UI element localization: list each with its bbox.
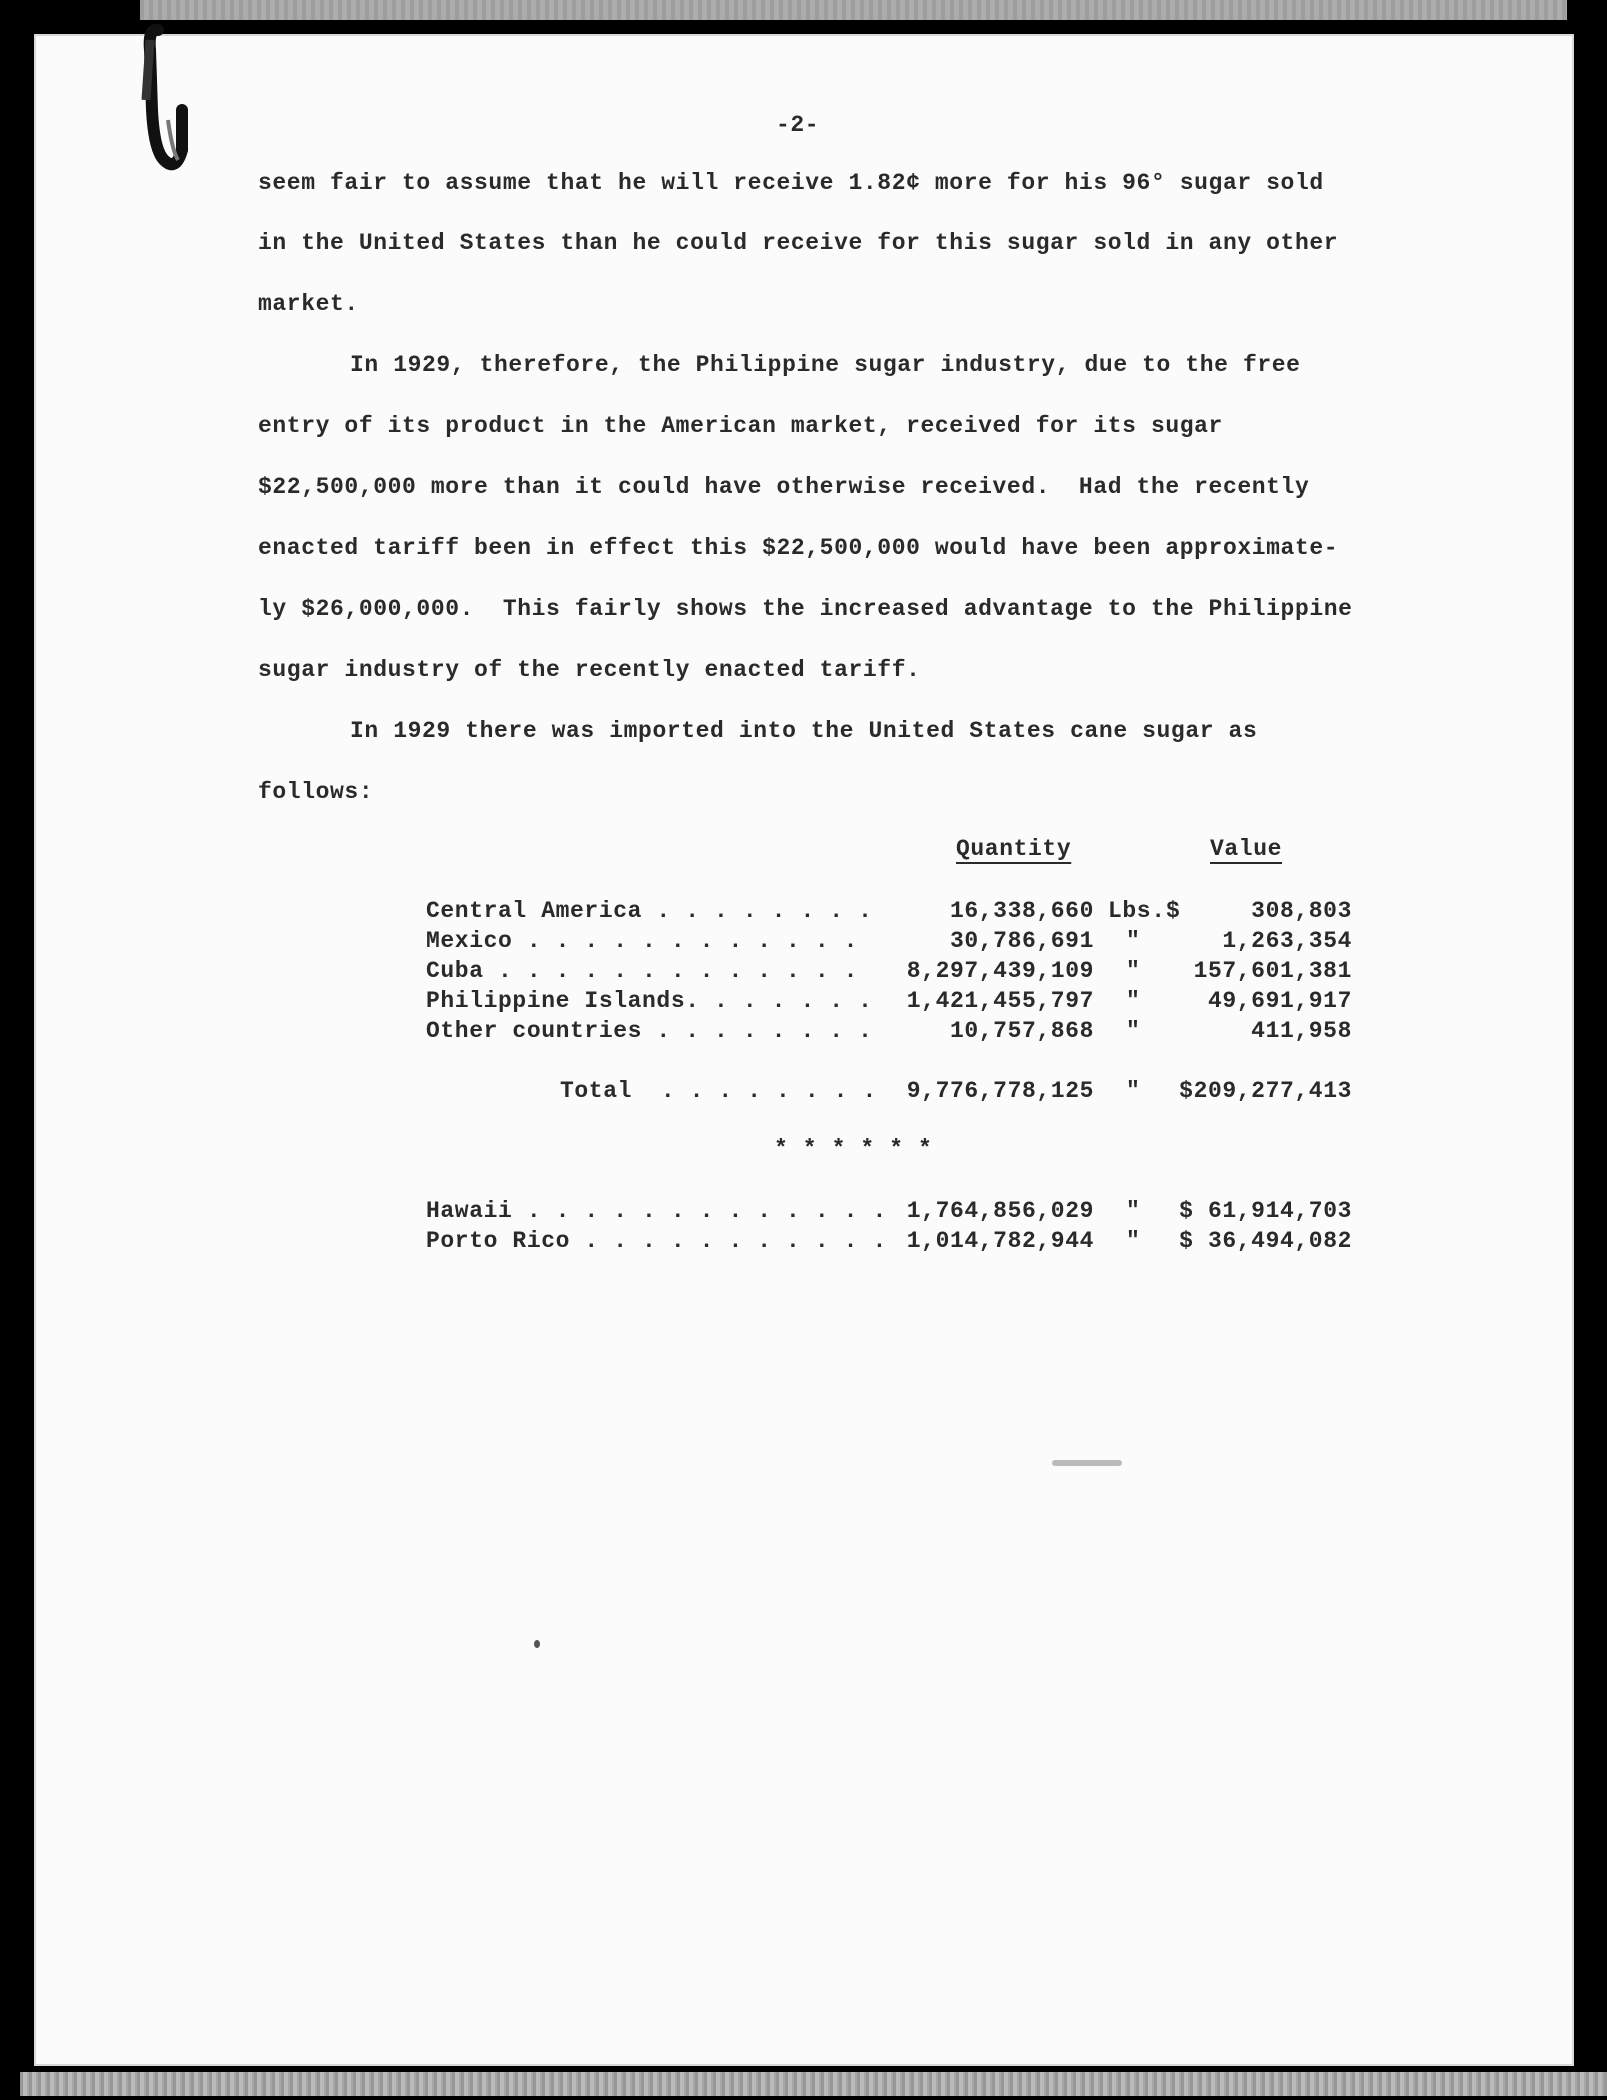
paragraph-line: sugar industry of the recently enacted tariff. <box>258 657 921 683</box>
value-cell: 49,691,917 <box>1207 988 1352 1014</box>
country-label: Hawaii . . . . . . . . . . . . . <box>426 1198 887 1224</box>
unit-cell: " <box>1126 928 1141 954</box>
value-cell: 157,601,381 <box>1193 958 1352 984</box>
unit-cell: " <box>1126 1228 1141 1254</box>
unit-cell: " <box>1126 958 1141 984</box>
value-header: Value <box>1210 836 1283 862</box>
paragraph-line: In 1929 there was imported into the United States cane sugar as <box>350 718 1258 744</box>
value-cell: 308,803 <box>1251 898 1352 924</box>
document-page <box>34 34 1574 2066</box>
paragraph-line: seem fair to assume that he will receive 1.82¢ more for his 96° sugar sold <box>258 170 1324 196</box>
value-cell: 1,263,354 <box>1222 928 1352 954</box>
quantity-cell: 10,757,868 <box>949 1018 1094 1044</box>
scan-edge-bottom <box>20 2072 1607 2096</box>
country-label: Cuba . . . . . . . . . . . . . <box>426 958 859 984</box>
quantity-cell: 30,786,691 <box>949 928 1094 954</box>
country-label: Other countries . . . . . . . . <box>426 1018 873 1044</box>
paragraph-line: entry of its product in the American market, received for its sugar <box>258 413 1223 439</box>
country-label: Porto Rico . . . . . . . . . . . <box>426 1228 887 1254</box>
country-label: Philippine Islands. . . . . . . <box>426 988 873 1014</box>
country-label: Mexico . . . . . . . . . . . . <box>426 928 859 954</box>
paragraph-line: $22,500,000 more than it could have otherwise received. Had the recently <box>258 474 1310 500</box>
quantity-cell: 8,297,439,109 <box>906 958 1094 984</box>
paragraph-line: in the United States than he could receive for this sugar sold in any other <box>258 230 1339 256</box>
unit-cell: " <box>1126 1078 1141 1104</box>
quantity-cell: 1,764,856,029 <box>906 1198 1094 1224</box>
dollar-sign: $ <box>1166 898 1181 924</box>
quantity-cell: 16,338,660 <box>949 898 1094 924</box>
paragraph-line: enacted tariff been in effect this $22,500,000 would have been approximate- <box>258 535 1339 561</box>
page-number: -2- <box>776 112 820 138</box>
total-label: Total . . . . . . . . <box>560 1078 877 1104</box>
unit-cell: " <box>1126 1018 1141 1044</box>
value-cell: 411,958 <box>1251 1018 1352 1044</box>
scan-edge-top <box>140 0 1567 20</box>
quantity-cell: 1,421,455,797 <box>906 988 1094 1014</box>
value-cell: $ 36,494,082 <box>1179 1228 1352 1254</box>
paragraph-line: market. <box>258 291 359 317</box>
value-cell: $ 61,914,703 <box>1179 1198 1352 1224</box>
unit-cell: " <box>1126 1198 1141 1224</box>
separator-asterisks: * * * * * * <box>774 1136 933 1162</box>
total-quantity: 9,776,778,125 <box>906 1078 1094 1104</box>
unit-cell: Lbs. <box>1108 898 1166 924</box>
quantity-cell: 1,014,782,944 <box>906 1228 1094 1254</box>
ink-dot <box>534 1640 540 1648</box>
total-value: $209,277,413 <box>1179 1078 1352 1104</box>
country-label: Central America . . . . . . . . <box>426 898 873 924</box>
faint-mark <box>1052 1460 1122 1466</box>
paper-clip-mark <box>120 0 190 200</box>
paragraph-line: In 1929, therefore, the Philippine sugar industry, due to the free <box>350 352 1301 378</box>
unit-cell: " <box>1126 988 1141 1014</box>
paragraph-line: follows: <box>258 779 374 805</box>
paragraph-line: ly $26,000,000. This fairly shows the increased advantage to the Philippine <box>258 596 1353 622</box>
quantity-header: Quantity <box>956 836 1072 862</box>
